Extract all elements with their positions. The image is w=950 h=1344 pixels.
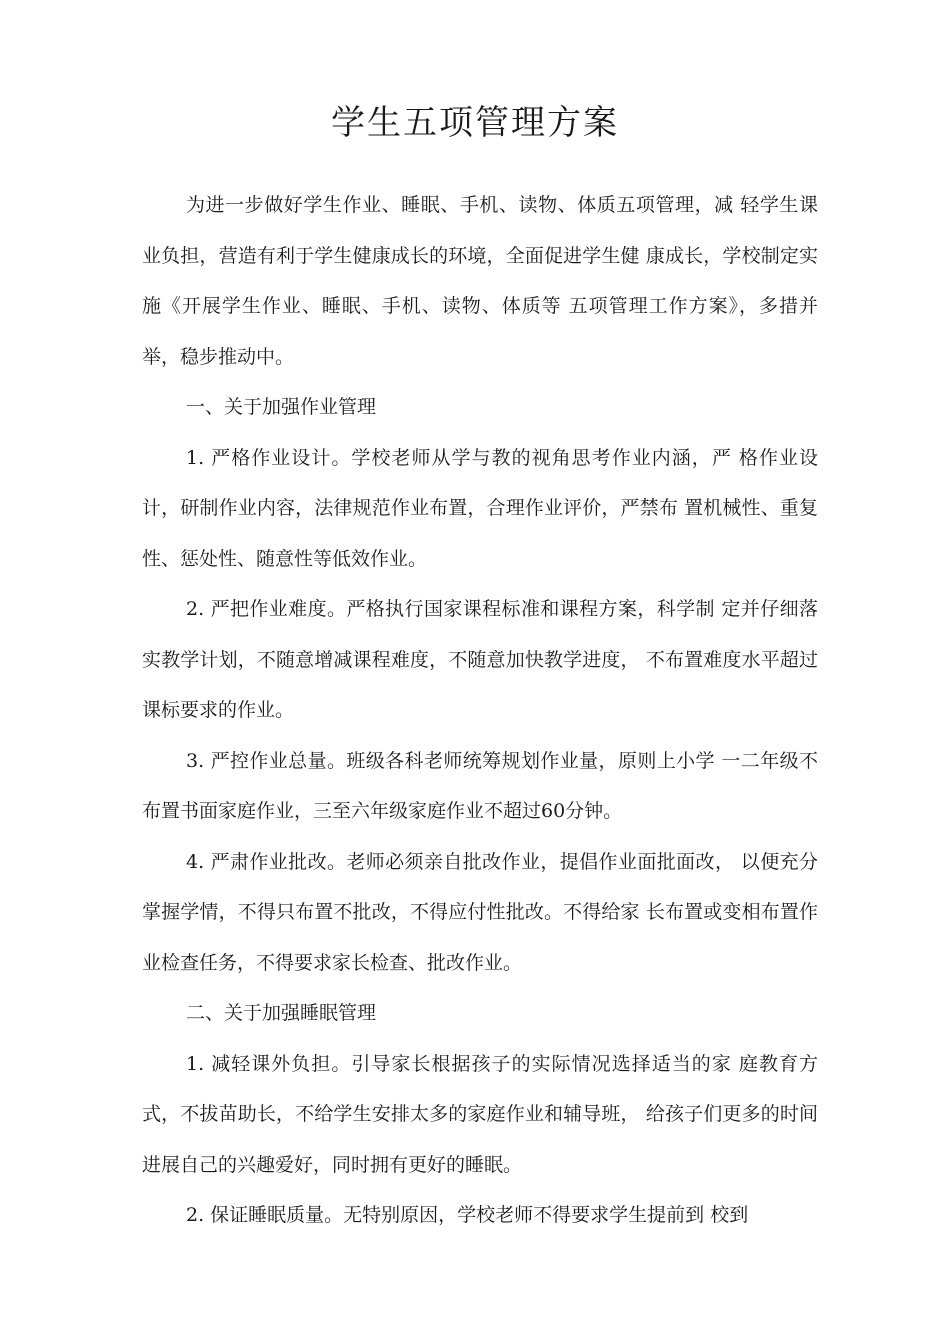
document-body [142,180,818,1241]
document-title: 学生五项管理方案 [331,103,619,143]
sleep-item-1: 1. 减轻课外负担。引导家长根据孩子的实际情况选择适当的家 庭教育方式，不拔苗助长，不给学生安排太多的家庭作业和辅导班， 给孩子们更多的时间进展自己的兴趣爱好，同时拥有更好的睡眠。 [142,1052,818,1176]
intro-paragraph: 为进一步做好学生作业、睡眠、手机、读物、体质五项管理，减 轻学生课业负担，营造有利于学生健康成长的环境，全面促进学生健 康成长，学校制定实施《开展学生作业、睡眠、手机、读物、体质等 五项管理工作方案》，多措并举，稳步推动中。 [142,194,818,368]
section-heading-sleep: 二、关于加强睡眠管理 [186,1002,377,1024]
homework-item-2: 2. 严把作业难度。严格执行国家课程标准和课程方案，科学制 定并仔细落实教学计划，不随意增减课程难度，不随意加快教学进度， 不布置难度水平超过课标要求的作业。 [142,598,818,721]
homework-item-3: 3. 严控作业总量。班级各科老师统筹规划作业量，原则上小学 一二年级不布置书面家庭作业，三至六年级家庭作业不超过60分钟。 [142,749,818,822]
homework-item-4: 4. 严肃作业批改。老师必须亲自批改作业，提倡作业面批面改， 以便充分掌握学情，不得只布置不批改，不得应付性批改。不得给家 长布置或变相布置作业检查任务，不得要求家长检查、批改作业。 [142,850,818,974]
sleep-item-2: 2. 保证睡眠质量。无特别原因，学校老师不得要求学生提前到 校到 [186,1204,749,1226]
homework-item-1: 1. 严格作业设计。学校老师从学与教的视角思考作业内涵，严 格作业设计，研制作业内容，法律规范作业布置，合理作业评价，严禁布 置机械性、重复性、惩处性、随意性等低效作业。 [142,446,818,570]
section-heading-homework: 一、关于加强作业管理 [186,396,377,418]
